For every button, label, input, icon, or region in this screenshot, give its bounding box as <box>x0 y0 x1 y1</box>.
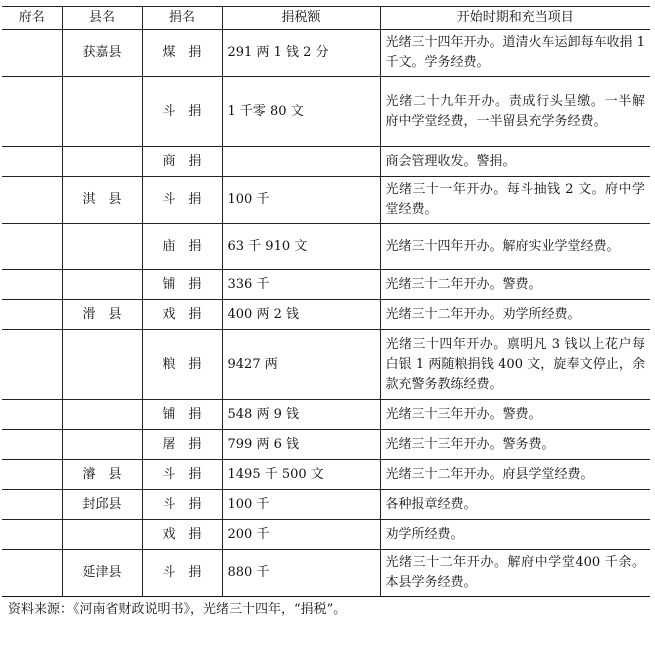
levy-name-cell: 斗 捐 <box>142 460 222 490</box>
prefecture-cell <box>2 460 62 490</box>
county-cell <box>62 77 142 147</box>
county-cell: 延津县 <box>62 550 142 597</box>
prefecture-cell <box>2 490 62 520</box>
prefecture-cell <box>2 270 62 300</box>
table-row <box>2 330 650 400</box>
amount-cell: 880 千 <box>222 550 380 597</box>
amount-cell: 799 两 6 钱 <box>222 430 380 460</box>
period-purpose-cell: 光绪三十二年开办。劝学所经费。 <box>380 300 650 330</box>
amount-cell: 336 千 <box>222 270 380 300</box>
period-purpose-cell: 劝学所经费。 <box>380 520 650 550</box>
period-purpose-cell: 光绪三十一年开办。每斗抽钱 2 文。府中学堂经费。 <box>380 177 650 224</box>
header-levy-name: 捐名 <box>142 7 222 30</box>
levy-name-cell: 斗 捐 <box>142 550 222 597</box>
levy-name-cell: 煤 捐 <box>142 30 222 77</box>
period-purpose-cell: 光绪二十九年开办。责成行头呈缴。一半解府中学堂经费，一半留县充学务经费。 <box>380 77 650 147</box>
prefecture-cell <box>2 300 62 330</box>
levy-name-cell: 铺 捐 <box>142 270 222 300</box>
levy-name-cell: 斗 捐 <box>142 177 222 224</box>
levy-name-cell: 斗 捐 <box>142 490 222 520</box>
period-purpose-cell: 光绪三十三年开办。警务费。 <box>380 430 650 460</box>
levy-name-cell: 商 捐 <box>142 147 222 177</box>
period-purpose-cell: 光绪三十二年开办。警费。 <box>380 270 650 300</box>
table-body <box>2 30 650 597</box>
amount-cell: 548 两 9 钱 <box>222 400 380 430</box>
levy-name-cell: 庙 捐 <box>142 224 222 270</box>
prefecture-cell <box>2 224 62 270</box>
document-page <box>0 6 655 619</box>
prefecture-cell <box>2 430 62 460</box>
county-cell: 濬 县 <box>62 460 142 490</box>
source-note: 资料来源：《河南省财政说明书》，光绪三十四年，“捐税”。 <box>8 602 347 617</box>
county-cell <box>62 270 142 300</box>
table-row <box>2 400 650 430</box>
county-cell <box>62 147 142 177</box>
levy-name-cell: 戏 捐 <box>142 520 222 550</box>
table-row <box>2 224 650 270</box>
table-row <box>2 177 650 224</box>
header-period-purpose: 开始时期和充当项目 <box>380 7 650 30</box>
amount-cell: 291 两 1 钱 2 分 <box>222 30 380 77</box>
table-row <box>2 300 650 330</box>
period-purpose-cell: 各种报章经费。 <box>380 490 650 520</box>
county-cell <box>62 224 142 270</box>
county-cell: 封邱县 <box>62 490 142 520</box>
prefecture-cell <box>2 30 62 77</box>
county-cell: 滑 县 <box>62 300 142 330</box>
table-row <box>2 270 650 300</box>
county-cell <box>62 520 142 550</box>
county-cell <box>62 400 142 430</box>
prefecture-cell <box>2 147 62 177</box>
period-purpose-cell: 光绪三十二年开办。府县学堂经费。 <box>380 460 650 490</box>
county-cell: 获嘉县 <box>62 30 142 77</box>
prefecture-cell <box>2 520 62 550</box>
prefecture-cell <box>2 77 62 147</box>
prefecture-cell <box>2 400 62 430</box>
levy-name-cell: 铺 捐 <box>142 400 222 430</box>
levy-name-cell: 戏 捐 <box>142 300 222 330</box>
amount-cell <box>222 147 380 177</box>
amount-cell: 100 千 <box>222 490 380 520</box>
amount-cell: 63 千 910 文 <box>222 224 380 270</box>
header-amount: 捐税额 <box>222 7 380 30</box>
table-row <box>2 147 650 177</box>
period-purpose-cell: 光绪三十四年开办。道清火车运卸每车收捐 1 千文。学务经费。 <box>380 30 650 77</box>
tax-table <box>2 6 650 597</box>
amount-cell: 1 千零 80 文 <box>222 77 380 147</box>
table-row <box>2 460 650 490</box>
table-row <box>2 30 650 77</box>
header-prefecture: 府名 <box>2 7 62 30</box>
period-purpose-cell: 光绪三十二年开办。解府中学堂400 千余。本县学务经费。 <box>380 550 650 597</box>
levy-name-cell: 屠 捐 <box>142 430 222 460</box>
table-row <box>2 77 650 147</box>
county-cell: 淇 县 <box>62 177 142 224</box>
table-row <box>2 550 650 597</box>
table-row <box>2 430 650 460</box>
prefecture-cell <box>2 550 62 597</box>
period-purpose-cell: 商会管理收发。警捐。 <box>380 147 650 177</box>
amount-cell: 100 千 <box>222 177 380 224</box>
period-purpose-cell: 光绪三十三年开办。警费。 <box>380 400 650 430</box>
amount-cell: 9427 两 <box>222 330 380 400</box>
amount-cell: 400 两 2 钱 <box>222 300 380 330</box>
levy-name-cell: 粮 捐 <box>142 330 222 400</box>
county-cell <box>62 330 142 400</box>
table-row <box>2 520 650 550</box>
county-cell <box>62 430 142 460</box>
header-county: 县名 <box>62 7 142 30</box>
table-header-row <box>2 7 650 30</box>
period-purpose-cell: 光绪三十四年开办。解府实业学堂经费。 <box>380 224 650 270</box>
prefecture-cell <box>2 330 62 400</box>
levy-name-cell: 斗 捐 <box>142 77 222 147</box>
period-purpose-cell: 光绪三十四年开办。禀明凡 3 钱以上花户每白银 1 两随粮捐钱 400 文，旋奉文停止，余款充警务教练经费。 <box>380 330 650 400</box>
table-row <box>2 490 650 520</box>
prefecture-cell <box>2 177 62 224</box>
amount-cell: 1495 千 500 文 <box>222 460 380 490</box>
amount-cell: 200 千 <box>222 520 380 550</box>
